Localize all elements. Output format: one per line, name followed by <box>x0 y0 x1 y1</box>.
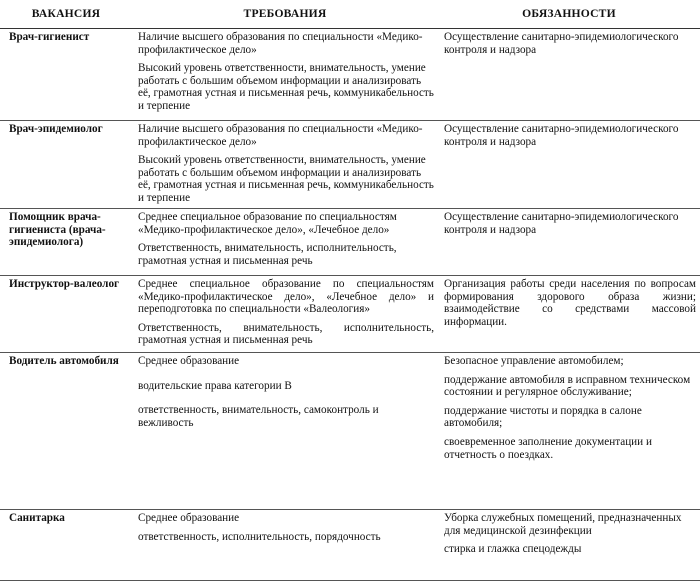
vacancy-name: Врач-гигиенист <box>0 29 132 121</box>
requirement-text: Ответственность, внимательность, исполнительность, грамотная устная и письменная речь <box>138 242 397 267</box>
duty-text: Организация работы среди населения по вопросам формирования здорового образа жизни; взаимодействие со средствами массовой информации. <box>444 278 696 328</box>
duties-cell <box>438 29 700 121</box>
header-vacancy: ВАКАНСИЯ <box>0 0 132 29</box>
vacancy-name: Инструктор-валеолог <box>0 276 132 353</box>
duty-text: Осуществление санитарно-эпидемиологического контроля и надзора <box>444 211 679 236</box>
requirement-text: Наличие высшего образования по специальности «Медико-профилактическое дело» <box>138 31 423 56</box>
duties-cell <box>438 510 700 581</box>
duty-text: своевременное заполнение документации и отчетность о поездках. <box>444 435 652 461</box>
requirement-text: ответственность, исполнительность, порядочность <box>138 530 381 543</box>
requirements-cell <box>132 29 438 121</box>
duty-text: Осуществление санитарно-эпидемиологического контроля и надзора <box>444 31 679 56</box>
requirement-text: ответственность, внимательность, самоконтроль и вежливость <box>138 404 379 429</box>
duty-text: Осуществление санитарно-эпидемиологического контроля и надзора <box>444 123 679 148</box>
header-duties: ОБЯЗАННОСТИ <box>438 0 700 29</box>
requirements-cell <box>132 121 438 209</box>
requirements-cell <box>132 353 438 510</box>
requirement-text: Наличие высшего образования по специальности «Медико-профилактическое дело» <box>138 123 423 148</box>
requirement-text: Среднее специальное образование по специальностям «Медико-профилактическое дело», «Лечебное дело» и переподготовка по специальности «Валеология» <box>138 278 434 316</box>
duty-text: стирка и глажка спецодежды <box>444 543 582 556</box>
vacancy-name: Помощник врача-гигиениста (врача-эпидемиолога) <box>0 209 132 276</box>
requirement-text: Среднее специальное образование по специальностям «Медико-профилактическое дело», «Лечебное дело» <box>138 211 397 236</box>
duties-cell <box>438 276 700 353</box>
requirement-text: водительские права категории В <box>138 379 292 392</box>
duties-cell <box>438 353 700 510</box>
vacancy-name: Водитель автомобиля <box>0 353 132 510</box>
requirement-text: Высокий уровень ответственности, внимательность, умение работать с большим объемом информации и анализировать её, грамотная устная и письменная речь, коммуникабельность и терпение <box>138 62 434 112</box>
header-requirements: ТРЕБОВАНИЯ <box>132 0 438 29</box>
requirement-text: Среднее образование <box>138 512 240 524</box>
duty-text: Безопасное управление автомобилем; <box>444 355 624 367</box>
duty-text: Уборка служебных помещений, предназначенных для медицинской дезинфекции <box>444 512 682 537</box>
duty-text: поддержание автомобиля в исправном техническом состоянии и регулярное обслуживание; <box>444 373 691 399</box>
duties-cell <box>438 121 700 209</box>
duties-cell <box>438 209 700 276</box>
requirement-text: Высокий уровень ответственности, внимательность, умение работать с большим объемом информации и анализировать её, грамотная устная и письменная речь, коммуникабельность и терпение <box>138 154 434 204</box>
requirements-cell <box>132 276 438 353</box>
duty-text: поддержание чистоты и порядка в салоне автомобиля; <box>444 404 642 430</box>
table-bottom-border <box>0 580 700 581</box>
requirements-cell <box>132 510 438 581</box>
requirements-cell <box>132 209 438 276</box>
vacancy-name: Врач-эпидемиолог <box>0 121 132 209</box>
requirement-text: Ответственность, внимательность, исполнительность, грамотная устная и письменная речь <box>138 321 434 347</box>
requirement-text: Среднее образование <box>138 355 240 367</box>
vacancy-name: Санитарка <box>9 512 65 524</box>
